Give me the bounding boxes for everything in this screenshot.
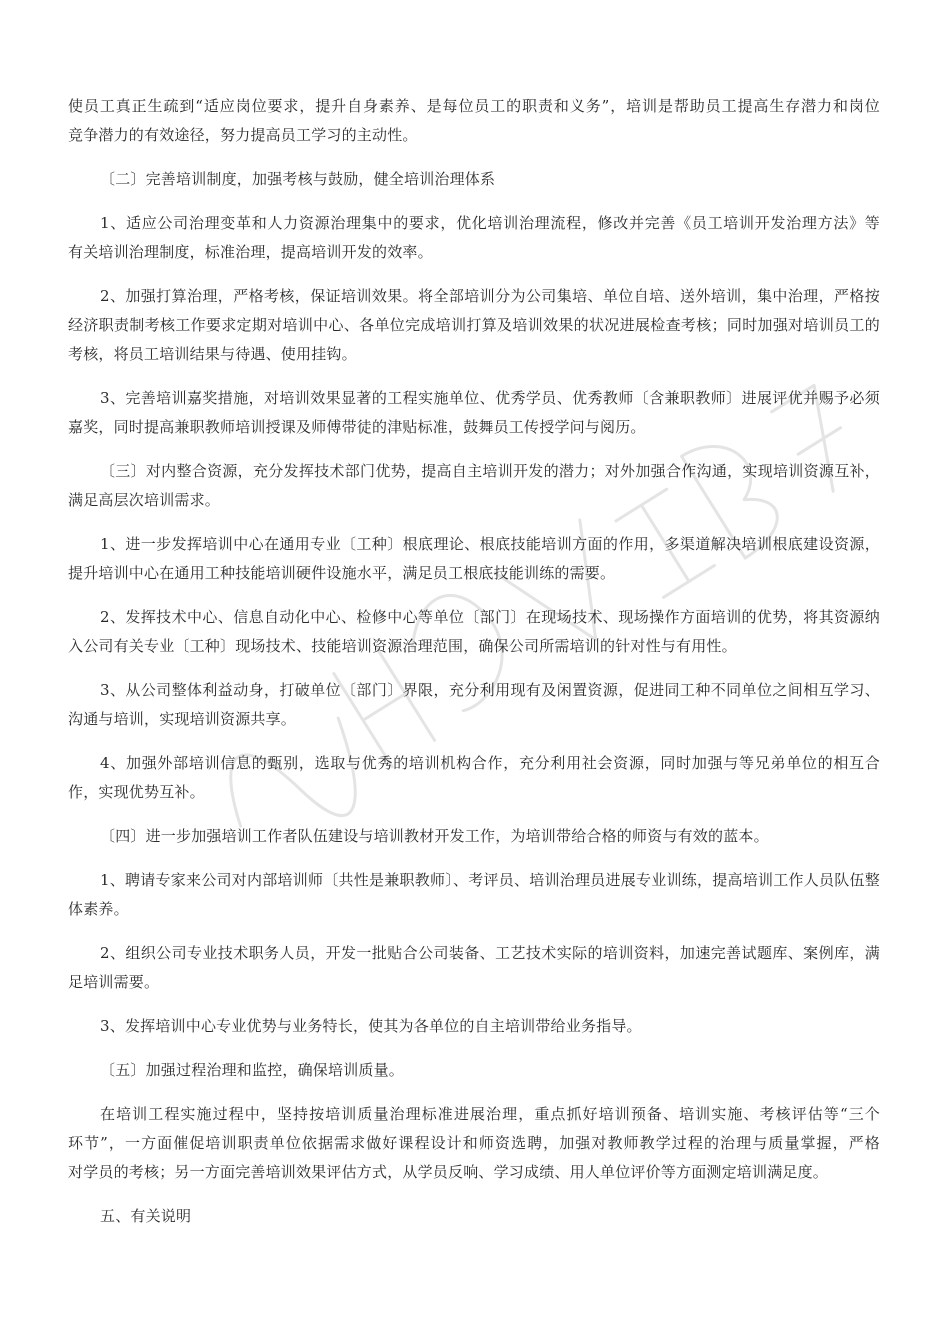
paragraph-3-4: 4、加强外部培训信息的甄别，选取与优秀的培训机构合作，充分利用社会资源，同时加强与等兄弟单位的相互合作，实现优势互补。 <box>68 754 880 801</box>
section-heading-notes: 五、有关说明 <box>100 1207 192 1225</box>
section-heading-3: 〔三〕对内整合资源，充分发挥技术部门优势，提高自主培训开发的潜力；对外加强合作沟通，实现培训资源互补，满足高层次培训需求。 <box>68 462 880 509</box>
section-heading-2: 〔二〕完善培训制度，加强考核与鼓励，健全培训治理体系 <box>100 170 496 188</box>
paragraph-4-1: 1、聘请专家来公司对内部培训师〔共性是兼职教师〕、考评员、培训治理员进展专业训练，提高培训工作人员队伍整体素养。 <box>68 871 880 918</box>
paragraph-1: 使员工真正生疏到“适应岗位要求，提升自身素养、是每位员工的职责和义务”，培训是帮助员工提高生存潜力和岗位 竞争潜力的有效途径，努力提高员工学习的主动性。 <box>68 97 911 144</box>
paragraph-4-2: 2、组织公司专业技术职务人员，开发一批贴合公司装备、工艺技术实际的培训资料，加速完善试题库、案例库，满足培训需要。 <box>68 944 880 991</box>
section-heading-4: 〔四〕进一步加强培训工作者队伍建设与培训教材开发工作，为培训带给合格的师资与有效的蓝本。 <box>100 827 769 845</box>
paragraph-5-1: 在培训工程实施过程中，坚持按培训质量治理标准进展治理，重点抓好培训预备、培训实施、考核评估等“三个 环节”，一方面催促培训职责单位依据需求做好课程设计和师资选聘，加强对教师教学过程的治理与质量掌握，严格 对学员的考核；另一方面完善培训效果评估方式，从学员反响、学习成绩、用人单位评价等方面测定培训满足度。 <box>68 1105 911 1181</box>
paragraph-3-3: 3、从公司整体利益动身，打破单位〔部门〕界限，充分利用现有及闲置资源，促进同工种不同单位之间相互学习、沟通与培训，实现培训资源共享。 <box>68 681 880 728</box>
section-heading-5: 〔五〕加强过程治理和监控，确保培训质量。 <box>100 1061 405 1079</box>
paragraph-2-1: 1、适应公司治理变革和人力资源治理集中的要求，优化培训治理流程，修改并完善《员工培训开发治理方法》等 有关培训治理制度，标准治理，提高培训开发的效率。 <box>68 214 911 261</box>
document-page <box>68 92 911 1246</box>
paragraph-3-2: 2、发挥技术中心、信息自动化中心、检修中心等单位〔部门〕在现场技术、现场操作方面培训的优势，将其资源纳入公司有关专业〔工种〕现场技术、技能培训资源治理范围，确保公司所需培训的针对性与有用性。 <box>68 608 880 655</box>
paragraph-2-3: 3、完善培训嘉奖措施，对培训效果显著的工程实施单位、优秀学员、优秀教师〔含兼职教师〕进展评优并赐予必须嘉奖，同时提高兼职教师培训授课及师傅带徒的津贴标准，鼓舞员工传授学问与阅历。 <box>68 389 880 436</box>
paragraph-3-1: 1、进一步发挥培训中心在通用专业〔工种〕根底理论、根底技能培训方面的作用，多渠道解决培训根底建设资源，提升培训中心在通用工种技能培训硬件设施水平，满足员工根底技能训练的需要。 <box>68 535 880 582</box>
paragraph-2-2: 2、加强打算治理，严格考核，保证培训效果。将全部培训分为公司集培、单位自培、送外培训，集中治理，严格按经济职责制考核工作要求定期对培训中心、各单位完成培训打算及培训效果的状况进展检查考核；同时加强对培训员工的考核，将员工培训结果与待遇、使用挂钩。 <box>68 287 880 363</box>
paragraph-4-3: 3、发挥培训中心专业优势与业务特长，使其为各单位的自主培训带给业务指导。 <box>100 1017 642 1035</box>
